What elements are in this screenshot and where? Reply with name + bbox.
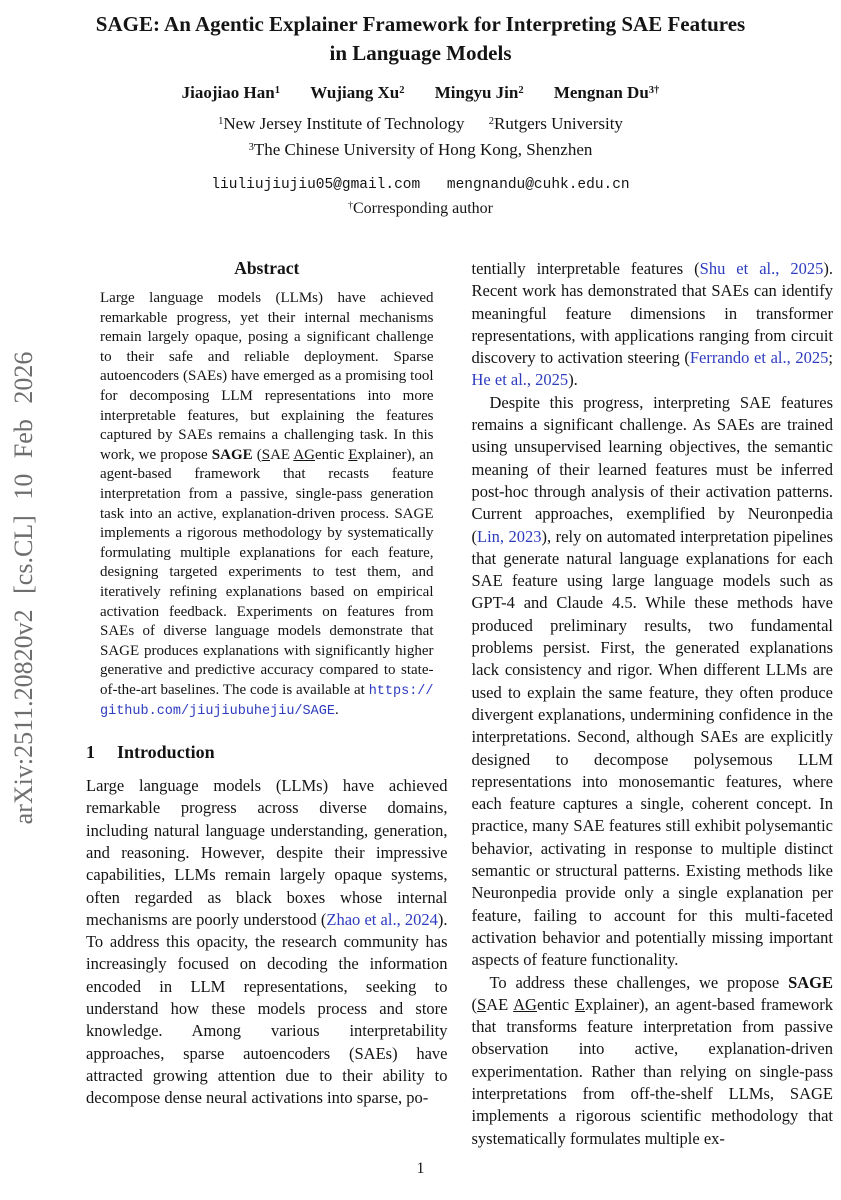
citation-link[interactable]: Lin, 2023: [477, 526, 542, 546]
author-affil-marker: 3†: [648, 84, 660, 96]
text-segment: AE: [486, 994, 514, 1014]
section-heading-introduction: [86, 742, 448, 763]
text-segment: ), rely on automated interpretation pipelines that generate natural language explanations for each SAE feature using large language models such as GPT-4 and Claude 4.5. While these methods have produced preliminary results, two fundamental problems persist. First, the generated explanations lack consistency and rigor. When different LLMs are used to explain the same feature, they often produce divergent explanations, undermining confidence in the interpretations. Second, although SAEs are explicitly designed to decompose polysemous LLM representations into monosemantic features, where each feature captures a single, coherent concept. In practice, many SAE features still exhibit polysemantic behavior, activating in response to multiple distinct semantic or structural patterns. Existing methods like Neuronpedia provide only a single explanation per feature, failing to account for this multi-faceted activation behavior and potentially missing important aspects of feature functionality.: [471, 526, 833, 970]
corresponding-author-note: [0, 200, 841, 218]
author-affil-marker: 1: [274, 84, 280, 96]
text-segment: E: [348, 446, 358, 463]
author-list: [0, 83, 841, 103]
paper-title: [0, 10, 841, 68]
author-name: Wujiang Xu: [310, 83, 400, 102]
text-segment: xplainer), an agent-based framework that transforms feature interpretation from passive observation into active, explanation-driven experimentation. Rather than relying on single-pass interpretations from off-the-shelf LLMs, SAGE implements a rigorous scientific methodology that systematically formulates multiple ex-: [471, 994, 833, 1148]
author-name: Mingyu Jin: [434, 83, 519, 102]
affiliation-line-1: [0, 112, 841, 138]
text-segment: AE: [270, 446, 294, 463]
intro-paragraph-1-continued: [472, 258, 834, 392]
text-segment: Large language models (LLMs) have achieved remarkable progress across diverse domains, including natural language understanding, generation, and reasoning. However, despite their impressive capabilities, LLMs remain largely opaque systems, often regarded as black boxes whose internal mechanisms are poorly understood (: [86, 776, 448, 929]
corresponding-text: Corresponding author: [352, 200, 493, 217]
text-segment: E: [574, 994, 585, 1014]
affil-marker: 3: [248, 141, 254, 153]
affil-name: New Jersey Institute of Technology: [223, 114, 465, 133]
text-segment: ). Recent work has demonstrated that SAEs can identify meaningful feature dimensions in transformer representations, with applications ranging from circuit discovery to activation steering (: [471, 259, 833, 368]
author-affil-marker: 2: [399, 84, 405, 96]
author-emails: [0, 177, 841, 193]
text-segment: (: [252, 446, 262, 463]
author-name: Mengnan Du: [553, 83, 649, 102]
text-segment: S: [261, 446, 271, 463]
author-affil-marker: 2: [518, 84, 524, 96]
author-3: [435, 83, 524, 102]
text-segment: SAGE: [788, 972, 833, 992]
author-2: [310, 83, 404, 102]
text-segment: ).: [568, 370, 578, 390]
right-column: [472, 258, 834, 1150]
citation-link[interactable]: He et al., 2025: [471, 370, 569, 390]
text-segment: Despite this progress, interpreting SAE features remains a significant challenge. As SAEs are trained using unsupervised learning objectives, the semantic meaning of their learned features must be inferred post-hoc through analysis of their activation patterns. Current approaches, exemplified by Neuronpedia (: [471, 392, 833, 546]
affiliation-1: [218, 114, 464, 133]
code-repository-link[interactable]: https://github.com/jiujiubuhejiu/SAGE: [100, 683, 434, 720]
email-address-2: mengnandu@cuhk.edu.cn: [446, 177, 630, 193]
section-title: Introduction: [117, 742, 215, 763]
intro-paragraph-3: [472, 972, 834, 1150]
author-1: [182, 83, 280, 102]
paper-header: [0, 0, 841, 218]
affiliation-line-2: [0, 138, 841, 164]
arxiv-id-text: arXiv:2511.20820v2 [cs.CL] 10 Feb 2026: [9, 351, 38, 825]
left-column: [86, 258, 448, 1150]
affil-marker: 1: [218, 115, 224, 127]
text-segment: S: [477, 994, 487, 1014]
text-segment: AG: [293, 446, 315, 463]
affiliation-3: [249, 140, 593, 159]
abstract-text: [86, 289, 448, 722]
arxiv-watermark: [9, 273, 45, 903]
text-segment: AG: [513, 994, 537, 1014]
intro-paragraph-1: [86, 775, 448, 1109]
text-segment: ;: [828, 348, 833, 368]
email-address-1: liuliujiujiu05@gmail.com: [211, 177, 421, 193]
text-segment: Large language models (LLMs) have achieved remarkable progress, yet their internal mechanisms remain largely opaque, posing a significant challenge to their safe and reliable deployment. Sparse autoencoders (SAEs) have emerged as a promising tool for decomposing LLM representations into more interpretable features, but explaining the features captured by SAEs remains a challenging task. In this work, we propose: [100, 290, 434, 463]
text-segment: entic: [536, 994, 575, 1014]
text-segment: ). To address this opacity, the research community has increasingly focused on decoding the information encoded in LLM representations, seeking to understand how these models process and store knowledge. Among various interpretability approaches, sparse autoencoders (SAEs) have attracted growing attention due to their ability to decompose dense neural activations into sparse, po-: [86, 909, 448, 1108]
affiliation-2: [489, 114, 623, 133]
citation-link[interactable]: Shu et al., 2025: [699, 259, 824, 278]
affiliations: [0, 112, 841, 164]
text-segment: SAGE: [211, 446, 253, 463]
affil-name: Rutgers University: [494, 114, 623, 133]
author-name: Jiaojiao Han: [181, 83, 275, 102]
citation-link[interactable]: Ferrando et al., 2025: [689, 348, 829, 368]
paper-title-line-1: SAGE: An Agentic Explainer Framework for Interpreting SAE Features: [95, 12, 746, 36]
text-segment: .: [334, 702, 339, 719]
paper-title-line-2: in Language Models: [329, 41, 512, 65]
dagger-marker: †: [348, 200, 353, 212]
citation-link[interactable]: Zhao et al., 2024: [326, 909, 438, 929]
intro-paragraph-2: [472, 392, 834, 972]
text-segment: tentially interpretable features (: [471, 259, 700, 278]
abstract-heading: Abstract: [234, 258, 300, 278]
text-segment: To address these challenges, we propose: [489, 972, 789, 992]
text-segment: xplainer), an agent-based framework that recasts feature interpretation from a passive, single-pass generation task into an active, explanation-driven process. SAGE implements a rigorous methodology by systematically formulating multiple explanations for each feature, designing targeted experiments to test them, and iteratively refining explanations based on empirical activation feedback. Experiments on features from SAEs of diverse language models demonstrate that SAGE produces explanations with significantly higher generative and predictive accuracy compared to state-of-the-art baselines. The code is available at: [100, 446, 434, 698]
section-number: 1: [86, 742, 95, 763]
two-column-body: [0, 258, 841, 1150]
author-4: [554, 83, 659, 102]
text-segment: entic: [314, 446, 349, 463]
affil-marker: 2: [488, 115, 495, 127]
text-segment: (: [471, 994, 477, 1014]
page-number: 1: [416, 1160, 425, 1177]
affil-name: The Chinese University of Hong Kong, Shenzhen: [253, 140, 593, 159]
